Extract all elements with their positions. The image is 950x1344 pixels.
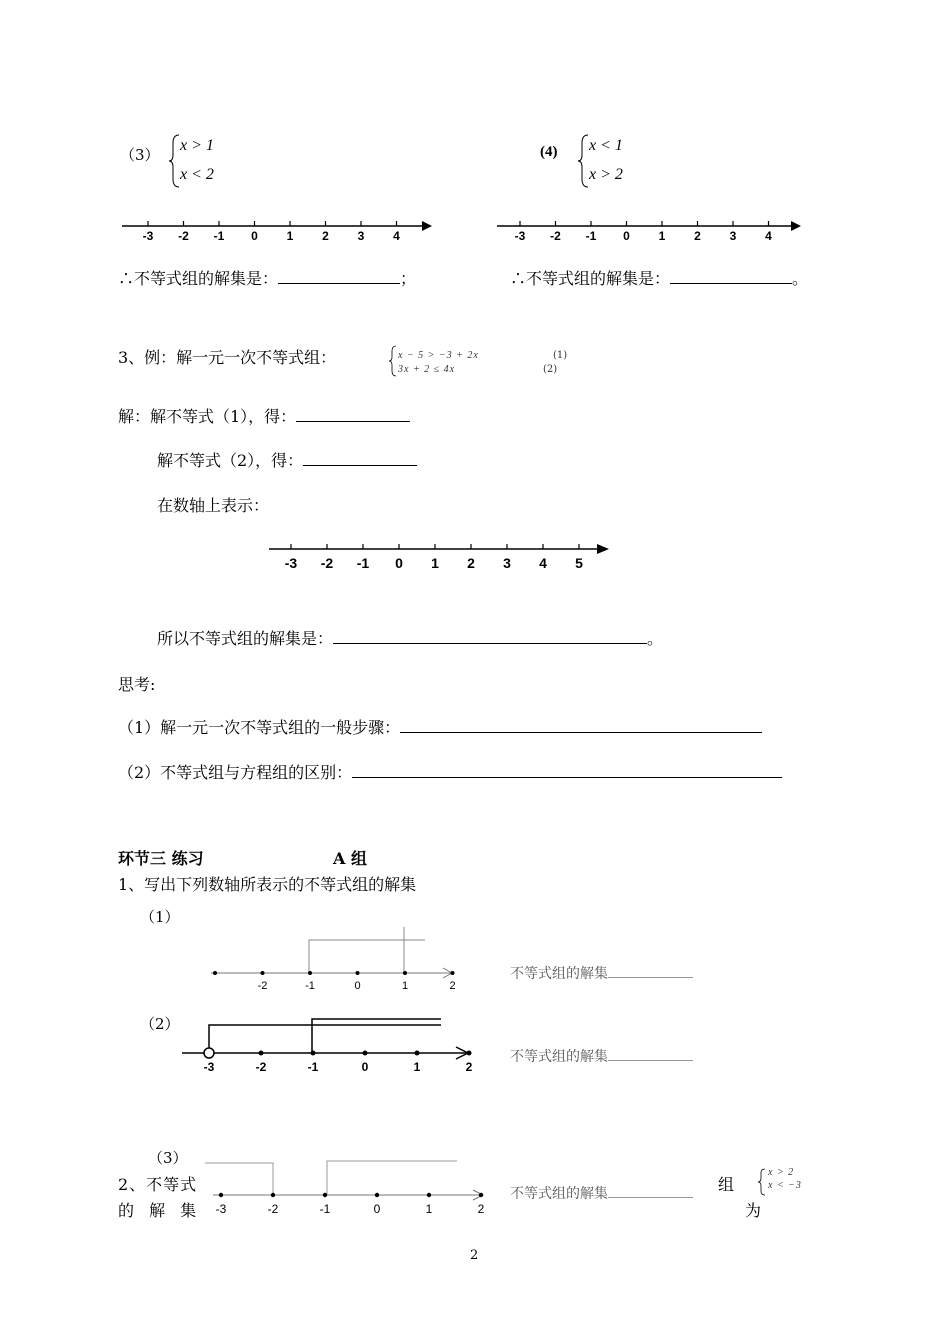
axis-tick-label: 1 [658, 229, 666, 243]
axis-tick-label: 4 [765, 229, 772, 243]
solution-set-left: ∴不等式组的解集是： ； [118, 269, 417, 288]
answer-blank[interactable] [333, 629, 647, 644]
problem-3-line2: x < 2 [180, 166, 214, 183]
axis-point [261, 971, 265, 975]
axis-tick-label: 2 [477, 1202, 485, 1216]
q2-part1: 2、不等式 [118, 1175, 198, 1194]
problem-4-line2: x > 2 [589, 166, 623, 183]
ray-less-than-neg2 [205, 1163, 273, 1195]
example-step3: 在数轴上表示： [157, 496, 270, 515]
axis-tick-label: -2 [320, 555, 334, 571]
axis-tick-label: 0 [354, 980, 361, 992]
ray-greater-than-neg1 [327, 1161, 457, 1195]
page-number: 2 [470, 1248, 479, 1263]
section-title: 环节三 练习 [118, 849, 204, 868]
axis-tick-label: -1 [305, 980, 315, 992]
axis-tick-label: 5 [575, 555, 583, 571]
axis-point [415, 1051, 420, 1056]
axis-tick-label: 2 [467, 555, 475, 571]
answer-blank[interactable] [670, 269, 792, 284]
number-line-4 [493, 212, 813, 248]
axis-tick-label: 1 [401, 980, 409, 992]
axis-point [323, 1193, 327, 1197]
example-conclusion: 所以不等式组的解集是： 。 [157, 629, 664, 648]
axis-point [308, 971, 312, 975]
axis-tick-label: -3 [142, 229, 154, 243]
axis-tick-label: 0 [373, 1202, 381, 1216]
think-q1: （1）解一元一次不等式组的一般步骤： [118, 715, 762, 738]
axis-tick-label: -3 [514, 229, 526, 243]
ray-greater-than-neg1 [312, 1019, 441, 1053]
example-eq1-tag: (1) [553, 350, 568, 361]
axis-tick-label: 1 [431, 555, 439, 571]
sub1-answer: 不等式组的解集 [510, 963, 693, 983]
brace-icon [388, 345, 398, 377]
axis-point [427, 1193, 431, 1197]
sub1-label: （1） [140, 908, 180, 926]
number-line-sub1 [205, 925, 465, 995]
axis-tick-label: -1 [213, 229, 225, 243]
axis-point [403, 971, 407, 975]
axis-point [311, 1051, 316, 1056]
axis-tick-label: -2 [550, 229, 561, 243]
axis-point [375, 1193, 379, 1197]
axis-point [271, 1193, 275, 1197]
axis-tick-label: 3 [357, 229, 365, 243]
number-line-sub3 [205, 1155, 495, 1225]
axis-tick-label: 0 [251, 229, 258, 243]
answer-blank[interactable] [352, 763, 782, 778]
answer-blank[interactable] [278, 269, 400, 284]
axis-tick-label: 2 [465, 1060, 473, 1074]
axis-tick-label: 2 [694, 229, 701, 243]
axis-tick-label: -3 [203, 1060, 215, 1074]
axis-tick-label: -2 [178, 229, 189, 243]
axis-tick-label: -2 [267, 1202, 279, 1216]
axis-point [213, 971, 217, 975]
axis-point [467, 1051, 472, 1056]
section-q1: 1、写出下列数轴所表示的不等式组的解集 [118, 875, 417, 894]
solution-set-right: ∴不等式组的解集是： 。 [510, 269, 809, 288]
example-step1: 解：解不等式（1），得： [118, 404, 410, 427]
problem-3-line1: x > 1 [180, 137, 214, 154]
sub2-answer: 不等式组的解集 [510, 1046, 693, 1066]
problem-4-label: (4) [540, 144, 558, 160]
q2-part2: 的 解 集 [118, 1201, 202, 1220]
sub2-label: （2） [140, 1015, 180, 1033]
example-eq1: x − 5 > −3 + 2x [398, 350, 479, 361]
axis-point [259, 1051, 264, 1056]
example-step2: 解不等式（2），得： [157, 448, 417, 471]
answer-blank[interactable] [608, 1048, 693, 1061]
axis-tick-label: -2 [255, 1060, 267, 1074]
axis-tick-label: 4 [539, 555, 547, 571]
q2-eq2: x < −3 [768, 1180, 802, 1191]
axis-tick-label: -1 [356, 555, 370, 571]
answer-blank[interactable] [608, 1185, 693, 1198]
answer-blank[interactable] [608, 965, 693, 978]
q2-zu: 组 [718, 1175, 735, 1194]
axis-point [356, 971, 360, 975]
axis-tick-label: -3 [215, 1202, 227, 1216]
sub3-label: （3） [148, 1149, 188, 1167]
q2-eq1: x > 2 [768, 1167, 795, 1178]
axis-tick-label: 4 [393, 229, 400, 243]
axis-tick-label: 0 [623, 229, 630, 243]
axis-point [451, 971, 455, 975]
think-title: 思考: [118, 675, 156, 694]
ray-greater-than-neg1 [309, 940, 425, 973]
axis-tick-label: 0 [361, 1060, 369, 1074]
open-circle [204, 1048, 214, 1058]
axis-tick-label: -1 [319, 1202, 331, 1216]
axis-tick-label: 1 [286, 229, 294, 243]
axis-tick-label: 1 [425, 1202, 433, 1216]
problem-3-label: （3） [120, 146, 160, 164]
number-line-3 [118, 212, 438, 248]
axis-tick-label: -3 [284, 555, 298, 571]
axis-point [363, 1051, 368, 1056]
axis-tick-label: 2 [322, 229, 329, 243]
axis-tick-label: 1 [413, 1060, 421, 1074]
axis-tick-label: -2 [257, 980, 268, 992]
axis-tick-label: 0 [395, 555, 403, 571]
number-line-example [265, 537, 615, 577]
answer-blank[interactable] [400, 718, 762, 733]
answer-blank[interactable] [296, 407, 410, 422]
number-line-sub2 [180, 1013, 480, 1083]
q2-wei: 为 [745, 1201, 762, 1220]
problem-4-line1: x < 1 [589, 137, 623, 154]
answer-blank[interactable] [303, 451, 417, 466]
example-eq2: 3x + 2 ≤ 4x [398, 364, 456, 375]
axis-tick-label: 3 [503, 555, 511, 571]
think-q2: （2）不等式组与方程组的区别： [118, 760, 782, 783]
section-group: A 组 [333, 849, 367, 868]
axis-tick-label: 2 [449, 980, 456, 992]
axis-tick-label: -1 [307, 1060, 319, 1074]
example-title: 3、例：解一元一次不等式组： [118, 348, 337, 367]
axis-tick-label: -1 [585, 229, 597, 243]
brace-icon [757, 1168, 767, 1196]
axis-tick-label: 3 [729, 229, 737, 243]
axis-point [479, 1193, 483, 1197]
ray-greater-than-neg3 [209, 1025, 441, 1053]
axis-point [219, 1193, 223, 1197]
sub3-answer: 不等式组的解集 [510, 1183, 693, 1203]
example-eq2-tag: (2) [543, 364, 558, 375]
